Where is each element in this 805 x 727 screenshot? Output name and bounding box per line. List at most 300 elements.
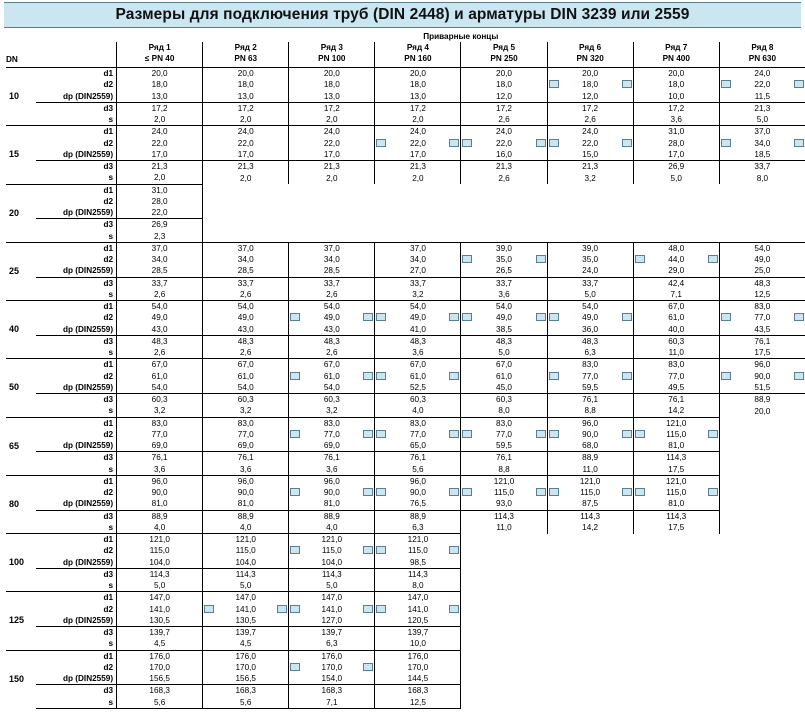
table-cell xyxy=(719,138,805,149)
cell-value: 2,0 xyxy=(412,115,424,125)
cell-value: 2,6 xyxy=(240,289,252,299)
empty-cell xyxy=(719,452,805,464)
table-cell xyxy=(461,405,547,417)
table-row xyxy=(6,557,805,569)
cell-value: 48,3 xyxy=(237,336,254,346)
table-cell xyxy=(289,126,375,138)
highlight-marker xyxy=(449,546,459,554)
cell-value: 43,0 xyxy=(323,324,340,334)
cell-value: 34,0 xyxy=(323,255,340,265)
cell-value: 24,0 xyxy=(409,127,426,137)
table-cell xyxy=(633,79,719,90)
cell-value: 17,0 xyxy=(668,149,685,159)
table-cell xyxy=(633,254,719,265)
cell-value: 141,0 xyxy=(321,604,343,614)
cell-value: 18,5 xyxy=(754,149,771,159)
cell-value: 54,0 xyxy=(323,382,340,392)
cell-value: 115,0 xyxy=(235,546,256,556)
highlight-marker xyxy=(794,313,804,321)
table-cell xyxy=(289,452,375,464)
cell-value: 33,7 xyxy=(237,278,254,288)
table-cell xyxy=(461,277,547,289)
table-cell xyxy=(461,91,547,103)
cell-value: 90,0 xyxy=(151,488,168,498)
empty-cell xyxy=(375,219,461,231)
row-label-d1: d1 xyxy=(36,68,117,80)
highlight-marker xyxy=(363,663,373,671)
table-cell xyxy=(375,79,461,90)
cell-value: 83,0 xyxy=(496,418,512,428)
table-row xyxy=(6,347,805,359)
table-cell xyxy=(461,347,547,359)
cell-value: 20,0 xyxy=(582,69,599,79)
table-row xyxy=(6,650,805,662)
table-row xyxy=(6,522,805,534)
cell-value: 14,2 xyxy=(582,523,599,533)
table-row xyxy=(6,312,805,323)
table-cell xyxy=(375,138,461,149)
cell-value: 11,0 xyxy=(582,464,598,474)
table-cell xyxy=(375,545,461,556)
row-label-dp: dp (DIN2559) xyxy=(63,208,114,218)
table-row xyxy=(6,662,805,673)
cell-value: 141,0 xyxy=(149,604,170,614)
cell-value: 17,5 xyxy=(668,464,685,474)
cell-value: 24,0 xyxy=(151,127,168,137)
highlight-marker xyxy=(549,488,559,496)
table-cell xyxy=(719,126,805,138)
cell-value: 37,0 xyxy=(323,243,340,253)
table-cell xyxy=(203,254,289,265)
highlight-marker xyxy=(635,430,645,438)
table-cell xyxy=(633,301,719,313)
highlight-marker xyxy=(462,139,472,147)
table-cell xyxy=(203,394,289,406)
empty-cell xyxy=(289,184,375,196)
table-cell xyxy=(117,359,203,371)
table-row xyxy=(6,592,805,604)
highlight-marker xyxy=(635,255,645,263)
highlight-marker xyxy=(449,139,459,147)
header-row-section xyxy=(6,31,805,42)
cell-value: 67,0 xyxy=(409,360,426,370)
cell-value: 88,9 xyxy=(323,511,340,521)
table-cell xyxy=(633,126,719,138)
table-cell xyxy=(117,371,203,382)
cell-value: 37,0 xyxy=(409,243,426,253)
empty-cell xyxy=(633,638,719,650)
row-label-dp: dp (DIN2559) xyxy=(63,499,114,509)
cell-value: 168,3 xyxy=(321,686,343,696)
table-cell xyxy=(375,498,461,510)
highlight-marker xyxy=(363,488,373,496)
cell-value: 49,0 xyxy=(754,255,771,265)
highlight-marker xyxy=(449,488,459,496)
table-cell xyxy=(375,394,461,406)
table-cell xyxy=(375,68,461,80)
empty-cell xyxy=(461,592,547,604)
empty-cell xyxy=(547,604,633,615)
empty-cell xyxy=(375,231,461,243)
table-cell xyxy=(375,662,461,673)
cell-value: 27,0 xyxy=(409,266,426,276)
highlight-marker xyxy=(277,605,287,613)
cell-value: 4,0 xyxy=(240,522,252,532)
table-cell xyxy=(633,475,719,487)
cell-value: 2,0 xyxy=(412,173,424,183)
cell-value: 5,6 xyxy=(412,464,424,474)
empty-cell xyxy=(461,615,547,627)
cell-value: 17,0 xyxy=(237,149,254,159)
highlight-marker xyxy=(622,313,632,321)
cell-value: 65,0 xyxy=(409,441,426,451)
table-cell xyxy=(203,277,289,289)
column-name: Ряд 7 xyxy=(665,43,688,52)
column-header-3 xyxy=(289,42,375,68)
cell-value: 5,6 xyxy=(240,697,252,707)
table-cell xyxy=(547,172,633,184)
row-label-d3: d3 xyxy=(36,685,117,697)
row-label-d2: d2 xyxy=(103,429,114,439)
cell-value: 139,7 xyxy=(321,628,343,638)
table-cell xyxy=(117,301,203,313)
table-cell xyxy=(203,265,289,277)
cell-value: 69,0 xyxy=(237,441,254,451)
cell-value: 77,0 xyxy=(754,313,771,323)
table-cell xyxy=(633,149,719,161)
table-cell xyxy=(375,371,461,382)
table-cell xyxy=(289,534,375,546)
cell-value: 17,0 xyxy=(151,149,168,159)
cell-value: 154,0 xyxy=(321,674,343,684)
table-cell xyxy=(203,650,289,662)
table-cell xyxy=(117,638,203,650)
table-cell xyxy=(633,324,719,336)
table-cell xyxy=(375,405,461,417)
cell-value: 17,2 xyxy=(151,103,168,113)
table-cell xyxy=(375,126,461,138)
table-cell xyxy=(461,510,547,522)
empty-cell xyxy=(719,604,805,615)
table-cell xyxy=(547,324,633,336)
empty-cell xyxy=(719,231,805,243)
row-label-d2: d2 xyxy=(103,546,114,556)
highlight-marker xyxy=(363,430,373,438)
cell-value: 76,1 xyxy=(496,453,512,463)
table-cell xyxy=(547,102,633,114)
table-cell xyxy=(719,359,805,371)
cell-value: 3,6 xyxy=(412,348,424,358)
empty-cell xyxy=(719,510,805,522)
column-name: Ряд 5 xyxy=(492,43,516,52)
cell-value: 61,0 xyxy=(323,371,340,381)
table-cell xyxy=(547,429,633,440)
cell-value: 77,0 xyxy=(668,371,685,381)
table-cell xyxy=(117,650,203,662)
table-cell xyxy=(117,184,203,196)
table-cell xyxy=(461,382,547,394)
table-row xyxy=(6,405,805,417)
cell-value: 176,0 xyxy=(407,651,429,661)
row-label-d3: d3 xyxy=(36,627,117,639)
row-label-d2: d2 xyxy=(103,488,114,498)
table-cell xyxy=(203,149,289,161)
cell-value: 48,3 xyxy=(151,336,168,346)
table-cell xyxy=(719,277,805,289)
table-cell xyxy=(117,126,203,138)
empty-cell xyxy=(719,673,805,685)
cell-value: 90,0 xyxy=(323,488,340,498)
cell-value: 54,0 xyxy=(151,302,168,312)
table-cell xyxy=(289,615,375,627)
empty-cell xyxy=(461,580,547,592)
table-cell xyxy=(289,673,375,685)
header-row-columns xyxy=(6,42,805,68)
highlight-marker xyxy=(376,313,386,321)
cell-value: 54,0 xyxy=(151,382,168,392)
cell-value: 49,0 xyxy=(237,313,254,323)
row-label-d3: d3 xyxy=(36,277,117,289)
cell-value: 34,0 xyxy=(151,255,168,265)
empty-cell xyxy=(719,568,805,580)
table-cell xyxy=(117,568,203,580)
table-cell xyxy=(289,522,375,534)
column-name: Ряд 8 xyxy=(751,43,774,52)
table-cell xyxy=(117,382,203,394)
empty-cell xyxy=(289,219,375,231)
highlight-marker xyxy=(549,430,559,438)
highlight-marker xyxy=(622,139,632,147)
cell-value: 48,3 xyxy=(496,336,512,346)
empty-cell xyxy=(633,568,719,580)
empty-cell xyxy=(547,207,633,219)
cell-value: 59,5 xyxy=(496,441,512,451)
cell-value: 77,0 xyxy=(409,429,426,439)
empty-cell xyxy=(461,673,547,685)
row-label-d1: d1 xyxy=(36,301,117,313)
table-cell xyxy=(547,405,633,417)
table-cell xyxy=(719,405,805,417)
empty-cell xyxy=(203,207,289,219)
table-row xyxy=(6,184,805,196)
table-cell xyxy=(203,312,289,323)
table-cell xyxy=(203,172,289,184)
cell-value: 3,6 xyxy=(240,464,252,474)
cell-value: 81,0 xyxy=(151,499,168,509)
table-cell xyxy=(719,79,805,90)
cell-value: 49,5 xyxy=(668,382,685,392)
cell-value: 2,0 xyxy=(153,173,166,183)
highlight-marker xyxy=(708,430,718,438)
cell-value: 5,0 xyxy=(498,348,510,358)
table-cell xyxy=(117,394,203,406)
header-spacer xyxy=(6,31,36,42)
table-cell xyxy=(117,161,203,173)
table-row xyxy=(6,673,805,685)
cell-value: 48,3 xyxy=(409,336,426,346)
cell-value: 67,0 xyxy=(237,360,254,370)
table-row xyxy=(6,289,805,301)
cell-value: 77,0 xyxy=(151,429,168,439)
table-cell xyxy=(375,557,461,569)
table-cell xyxy=(203,697,289,709)
cell-value: 90,0 xyxy=(754,371,771,381)
table-cell xyxy=(289,510,375,522)
row-label-s: s xyxy=(108,522,114,532)
table-row xyxy=(6,371,805,382)
cell-value: 147,0 xyxy=(149,593,170,603)
cell-value: 45,0 xyxy=(496,382,512,392)
table-cell xyxy=(375,685,461,697)
highlight-marker xyxy=(536,488,546,496)
cell-value: 144,5 xyxy=(407,674,429,684)
empty-cell xyxy=(719,580,805,592)
empty-cell xyxy=(461,545,547,556)
table-row xyxy=(6,196,805,207)
column-name: Ряд 1 xyxy=(148,43,171,52)
cell-value: 61,0 xyxy=(237,371,254,381)
column-name: Ряд 2 xyxy=(234,43,257,52)
cell-value: 76,1 xyxy=(582,395,599,405)
cell-value: 4,5 xyxy=(240,639,252,649)
table-cell xyxy=(375,149,461,161)
table-cell xyxy=(547,498,633,510)
cell-value: 49,0 xyxy=(582,313,599,323)
row-label-s: s xyxy=(108,581,114,591)
table-cell xyxy=(633,114,719,126)
cell-value: 114,3 xyxy=(321,569,342,579)
cell-value: 141,0 xyxy=(407,604,429,614)
cell-value: 11,5 xyxy=(754,91,771,101)
cell-value: 43,0 xyxy=(151,324,168,334)
cell-value: 38,5 xyxy=(496,324,512,334)
table-row xyxy=(6,91,805,103)
cell-value: 60,3 xyxy=(151,395,168,405)
empty-cell xyxy=(633,580,719,592)
table-cell xyxy=(547,114,633,126)
cell-value: 83,0 xyxy=(151,418,168,428)
cell-value: 18,0 xyxy=(496,80,512,90)
table-cell xyxy=(633,487,719,498)
table-cell xyxy=(117,452,203,464)
empty-cell xyxy=(719,662,805,673)
table-cell xyxy=(719,335,805,347)
empty-cell xyxy=(719,475,805,487)
table-cell xyxy=(203,545,289,556)
cell-value: 18,0 xyxy=(668,80,685,90)
cell-value: 2,0 xyxy=(326,115,338,125)
dn-value: 20 xyxy=(6,184,36,242)
table-cell xyxy=(117,68,203,80)
highlight-marker xyxy=(290,313,300,321)
table-cell xyxy=(203,126,289,138)
cell-value: 49,0 xyxy=(323,313,340,323)
highlight-marker xyxy=(622,372,632,380)
dimension-table xyxy=(6,31,805,709)
table-cell xyxy=(117,231,203,243)
table-row xyxy=(6,464,805,476)
empty-cell xyxy=(547,650,633,662)
cell-value: 21,3 xyxy=(582,162,599,172)
row-label-d2: d2 xyxy=(103,80,114,90)
dn-value: 15 xyxy=(6,126,36,184)
table-cell xyxy=(633,265,719,277)
table-cell xyxy=(289,568,375,580)
cell-value: 49,0 xyxy=(496,313,512,323)
table-cell xyxy=(117,405,203,417)
table-cell xyxy=(461,102,547,114)
column-header-8 xyxy=(719,42,805,68)
table-cell xyxy=(289,102,375,114)
highlight-marker xyxy=(462,488,472,496)
row-label-d2: d2 xyxy=(103,313,114,323)
cell-value: 88,9 xyxy=(151,511,168,521)
highlight-marker xyxy=(290,605,300,613)
highlight-marker xyxy=(290,546,300,554)
column-pn: PN 250 xyxy=(490,54,518,63)
empty-cell xyxy=(633,219,719,231)
empty-cell xyxy=(461,604,547,615)
dn-value: 150 xyxy=(6,650,36,708)
highlight-marker xyxy=(721,80,731,88)
table-cell xyxy=(203,68,289,80)
cell-value: 115,0 xyxy=(666,488,687,498)
table-cell xyxy=(375,440,461,452)
table-cell xyxy=(719,324,805,336)
table-cell xyxy=(461,114,547,126)
table-cell xyxy=(203,324,289,336)
table-cell xyxy=(117,615,203,627)
cell-value: 42,4 xyxy=(668,278,685,288)
cell-value: 3,2 xyxy=(584,173,596,183)
row-label-s: s xyxy=(108,348,114,358)
cell-value: 76,1 xyxy=(323,453,340,463)
cell-value: 96,0 xyxy=(409,476,426,486)
cell-value: 88,9 xyxy=(237,511,254,521)
empty-cell xyxy=(547,534,633,546)
highlight-marker xyxy=(376,546,386,554)
empty-cell xyxy=(203,184,289,196)
table-row xyxy=(6,161,805,173)
table-cell xyxy=(375,568,461,580)
table-row xyxy=(6,68,805,80)
row-label-s: s xyxy=(108,231,114,241)
cell-value: 24,0 xyxy=(323,127,340,137)
empty-cell xyxy=(375,184,461,196)
table-cell xyxy=(547,138,633,149)
row-label-d2: d2 xyxy=(103,371,114,381)
table-cell xyxy=(719,242,805,254)
highlight-marker xyxy=(794,80,804,88)
table-cell xyxy=(289,545,375,556)
empty-cell xyxy=(633,615,719,627)
table-cell xyxy=(461,429,547,440)
table-cell xyxy=(633,289,719,301)
table-cell xyxy=(375,335,461,347)
table-cell xyxy=(289,324,375,336)
cell-value: 2,0 xyxy=(240,115,252,125)
highlight-marker xyxy=(363,372,373,380)
table-cell xyxy=(289,254,375,265)
table-cell xyxy=(117,219,203,231)
highlight-marker xyxy=(290,430,300,438)
cell-value: 96,0 xyxy=(323,476,340,486)
cell-value: 17,2 xyxy=(668,103,685,113)
header-spacer xyxy=(36,31,117,42)
cell-value: 170,0 xyxy=(235,662,256,672)
cell-value: 21,3 xyxy=(409,162,426,172)
table-cell xyxy=(633,429,719,440)
